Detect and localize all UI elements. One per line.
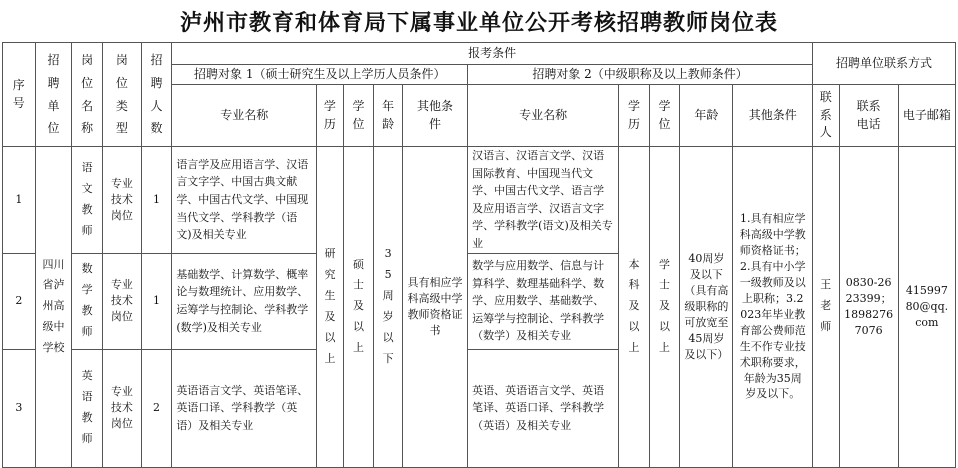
unit-name: 四川省泸州高级中学校 — [35, 147, 72, 468]
row-major-2: 英语、英语语言文学、英语笔译、英语口译、学科教学（英语）及相关专业 — [468, 349, 619, 467]
row-major-1: 基础数学、计算数学、概率论与数理统计、应用数学、运筹学与控制论、学科教学(数学)及相关专业 — [172, 253, 317, 349]
header-requirements: 报考条件 — [172, 43, 813, 65]
header-degree-2: 学位 — [649, 85, 680, 147]
row-post-name: 数学教师 — [72, 253, 103, 349]
row-major-1: 语言学及应用语言学、汉语言文字学、中国古典文献学、中国古代文学、中国现当代文学、学科教学（语文)及相关专业 — [172, 147, 317, 254]
header-other-1: 其他条件 — [402, 85, 467, 147]
header-age-2: 年龄 — [680, 85, 733, 147]
row-count: 1 — [141, 253, 172, 349]
row-post-name: 语文教师 — [72, 147, 103, 254]
header-age-1: 年龄 — [374, 85, 403, 147]
header-post-name: 岗位名称 — [72, 43, 103, 147]
recruitment-table — [2, 42, 956, 468]
row-post-type: 专业技术岗位 — [102, 349, 141, 467]
t1-degree: 硕士及以上 — [343, 147, 374, 468]
header-other-2: 其他条件 — [733, 85, 813, 147]
row-count: 2 — [141, 349, 172, 467]
row-major-2: 汉语言、汉语言文学、汉语国际教育、中国现当代文学、中国古代文学、语言学及应用语言学、汉语言文字学、学科教学(语文)及相关专业 — [468, 147, 619, 254]
row-seq: 2 — [3, 253, 36, 349]
t2-education: 本科及以上 — [619, 147, 650, 468]
t1-age: 35周岁以下 — [374, 147, 403, 468]
header-contact-group: 招聘单位联系方式 — [813, 43, 956, 85]
row-count: 1 — [141, 147, 172, 254]
header-email: 电子邮箱 — [898, 85, 955, 147]
t1-other: 具有相应学科高级中学教师资格证书 — [402, 147, 467, 468]
page-title: 泸州市教育和体育局下属事业单位公开考核招聘教师岗位表 — [179, 9, 778, 36]
row-post-name: 英语教师 — [72, 349, 103, 467]
header-education-1: 学历 — [317, 85, 344, 147]
row-seq: 3 — [3, 349, 36, 467]
header-post-type: 岗位类型 — [102, 43, 141, 147]
header-education-2: 学历 — [619, 85, 650, 147]
header-contact: 联系人 — [813, 85, 840, 147]
header-target-2: 招聘对象 2（中级职称及以上教师条件） — [468, 65, 813, 85]
t1-education: 研究生及以上 — [317, 147, 344, 468]
row-seq: 1 — [3, 147, 36, 254]
contact-person: 王老师 — [813, 147, 840, 468]
row-post-type: 专业技术岗位 — [102, 253, 141, 349]
contact-phone: 0830-2623399；18982767076 — [839, 147, 898, 468]
header-phone: 联系电话 — [839, 85, 898, 147]
header-unit: 招聘单位 — [35, 43, 72, 147]
header-degree-1: 学位 — [343, 85, 374, 147]
row-major-2: 数学与应用数学、信息与计算科学、数理基础科学、数学、应用数学、基础数学、运筹学与控制论、学科教学（数学）及相关专业 — [468, 253, 619, 349]
t2-other: 1.具有相应学科高级中学教师资格证书；2.具有中小学一级教师及以上职称；3.2023年毕业教育部公费师范生不作专业技术职称要求，年龄为35周岁及以下。 — [733, 147, 813, 468]
header-major-1: 专业名称 — [172, 85, 317, 147]
t2-age: 40周岁及以下（具有高级职称的可放宽至45周岁及以下） — [680, 147, 733, 468]
table-row — [3, 147, 956, 254]
header-target-1: 招聘对象 1（硕士研究生及以上学历人员条件） — [172, 65, 468, 85]
header-count: 招聘人数 — [141, 43, 172, 147]
row-post-type: 专业技术岗位 — [102, 147, 141, 254]
row-major-1: 英语语言文学、英语笔译、英语口译、学科教学（英语）及相关专业 — [172, 349, 317, 467]
t2-degree: 学士及以上 — [649, 147, 680, 468]
header-seq: 序号 — [3, 43, 36, 147]
header-major-2: 专业名称 — [468, 85, 619, 147]
contact-email[interactable]: 41599780@qq.com — [898, 147, 955, 468]
